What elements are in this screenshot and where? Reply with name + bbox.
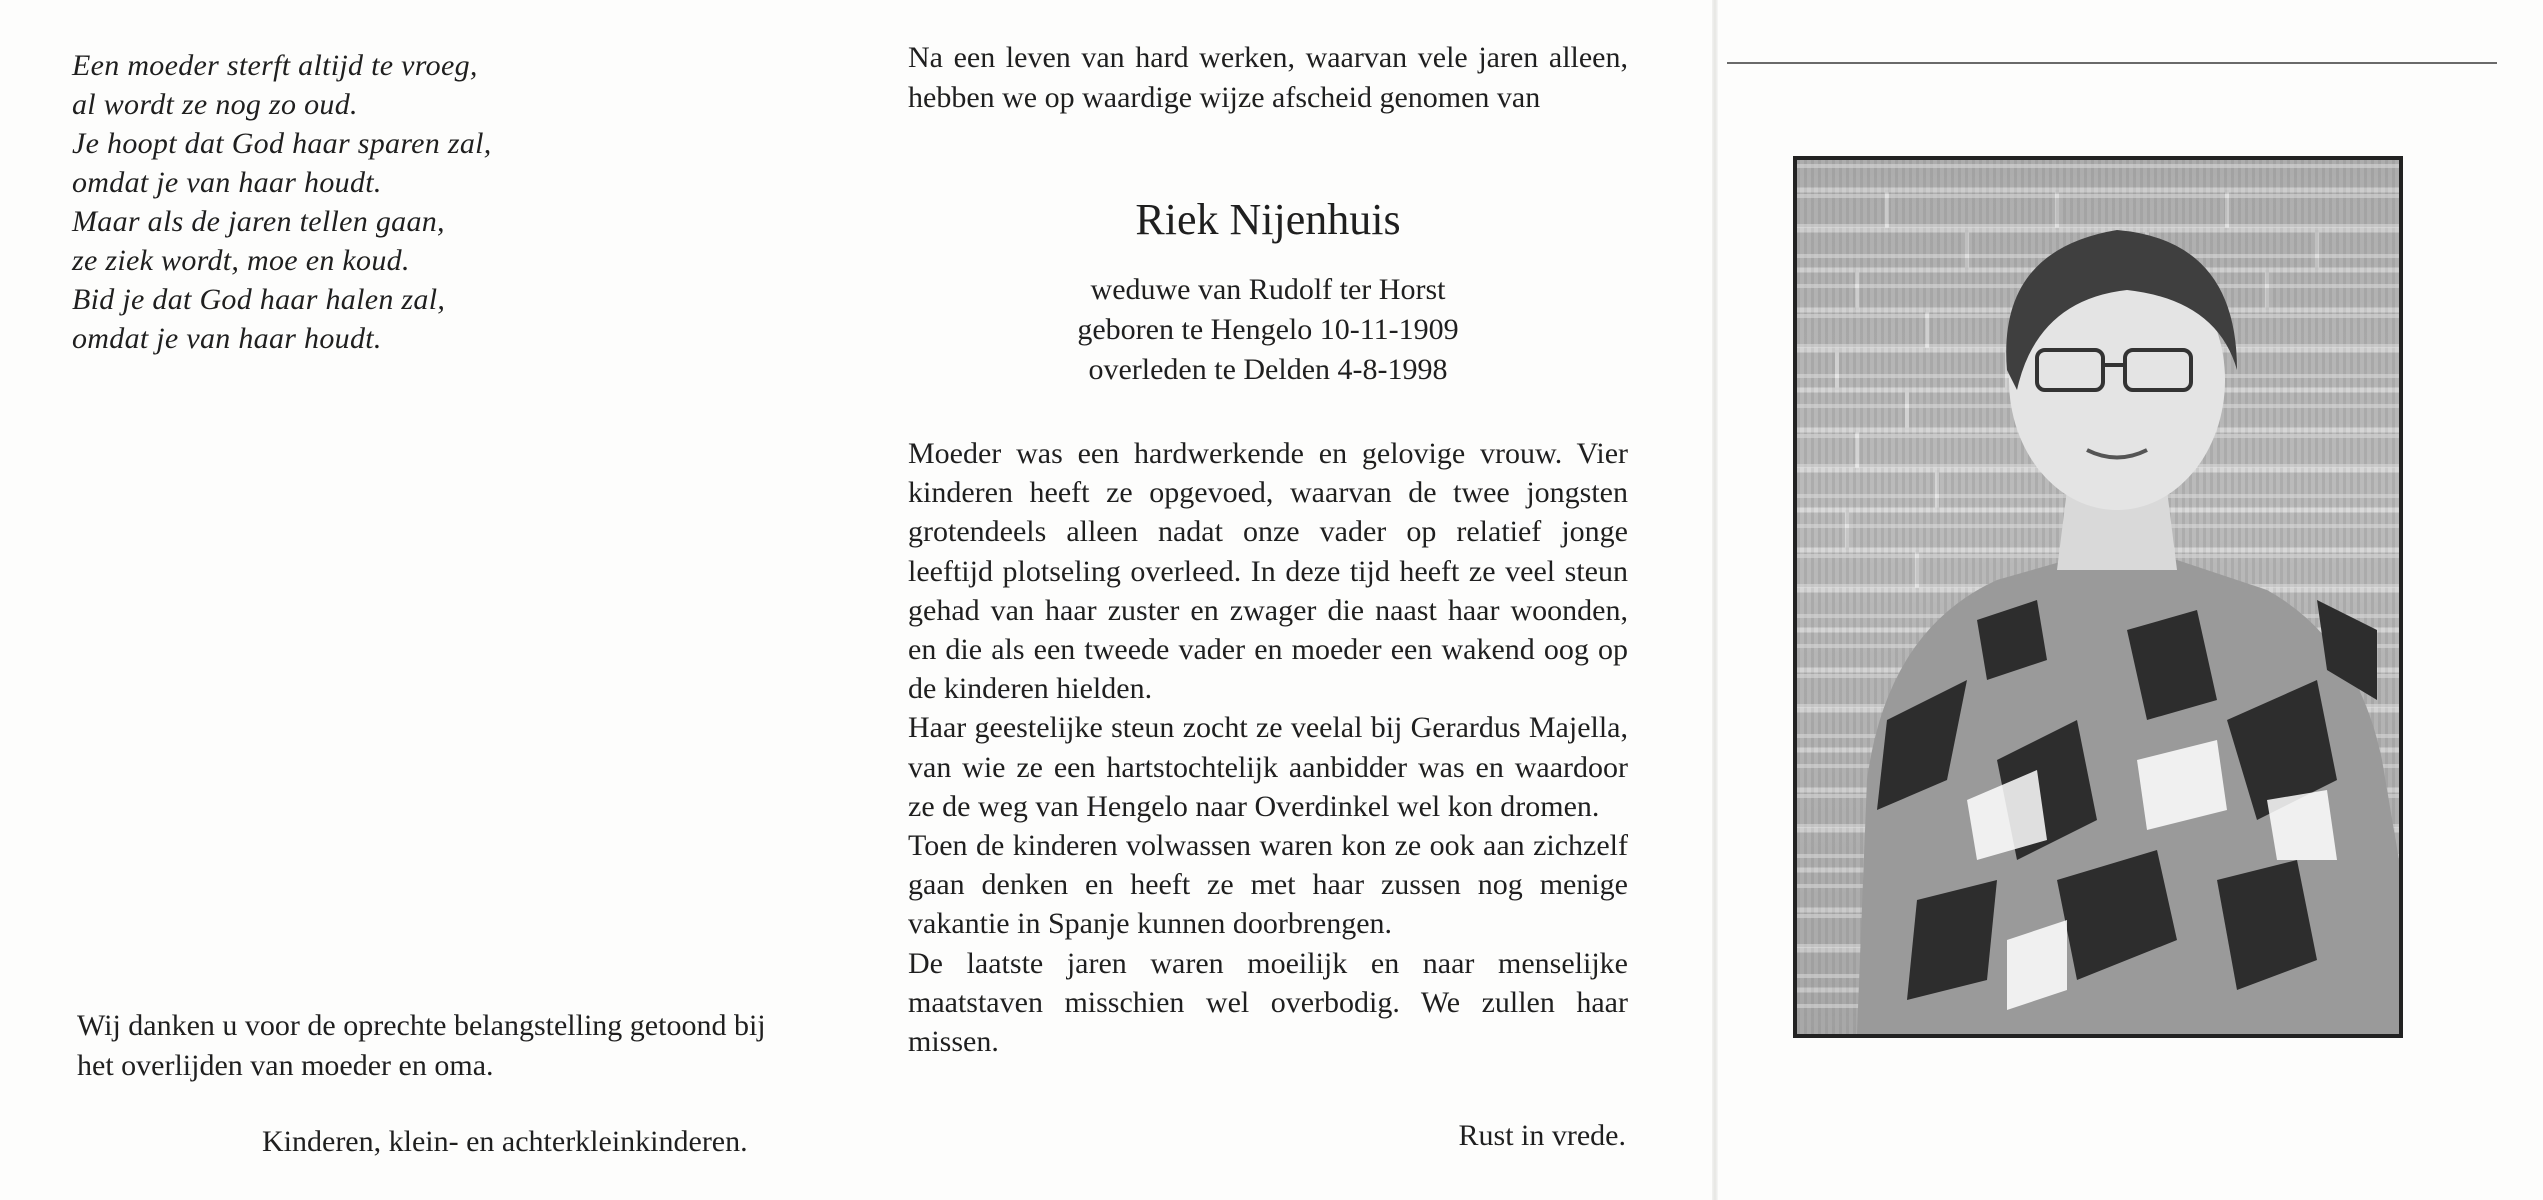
memorial-paragraph: Haar geestelijke steun zocht ze veelal bij Gerardus Majella, van wie ze een hartstochtelijk aanbidder was en waardoor ze de weg van Hengelo naar Overdinkel wel kon dromen.: [908, 711, 1628, 823]
memorial-paragraph: Moeder was een hardwerkende en gelovige vrouw. Vier kinderen heeft ze opgevoed, waarvan de twee jongsten grotendeels alleen nadat onze vader op relatief jonge leeftijd plotseling overleed. In deze tijd heeft ze veel steun gehad van haar zuster en zwager die naast haar woonden, en die als een tweede vader en moeder een wakend oog op de kinderen hielden.: [908, 437, 1628, 706]
poem-line: Een moeder sterft altijd te vroeg,: [72, 49, 478, 82]
portrait-photo: [1793, 156, 2403, 1038]
portrait-figure: [1797, 160, 2399, 1034]
poem-line: Je hoopt dat God haar sparen zal,: [72, 127, 492, 160]
detail-line: overleden te Delden 4-8-1998: [1088, 353, 1448, 386]
poem-line: al wordt ze nog zo oud.: [72, 88, 358, 121]
deceased-details: [908, 270, 1628, 390]
memorial-text: [908, 434, 1628, 1061]
top-rule: [1727, 62, 2497, 64]
poem: [72, 46, 592, 358]
detail-line: geboren te Hengelo 10-11-1909: [1077, 313, 1459, 346]
poem-line: omdat je van haar houdt.: [72, 322, 382, 355]
deceased-name: Riek Nijenhuis: [1135, 195, 1401, 244]
closing-text: Rust in vrede.: [1458, 1119, 1626, 1152]
thanks-signature: Kinderen, klein- en achterkleinkinderen.: [262, 1125, 748, 1158]
poem-line: Bid je dat God haar halen zal,: [72, 283, 446, 316]
memorial-paragraph: Toen de kinderen volwassen waren kon ze ook aan zichzelf gaan denken en heeft ze met haar zussen nog menige vakantie in Spanje kunnen doorbrengen.: [908, 829, 1628, 941]
intro-text: Na een leven van hard werken, waarvan vele jaren alleen, hebben we op waardige wijze afscheid genomen van: [908, 41, 1628, 114]
memorial-paragraph: De laatste jaren waren moeilijk en naar menselijke maatstaven misschien wel overbodig. We zullen haar missen.: [908, 946, 1628, 1059]
poem-line: omdat je van haar houdt.: [72, 166, 382, 199]
poem-line: Maar als de jaren tellen gaan,: [72, 205, 445, 238]
detail-line: weduwe van Rudolf ter Horst: [1090, 273, 1446, 306]
thanks-text: Wij danken u voor de oprechte belangstelling getoond bij het overlijden van moeder en oma.: [77, 1009, 766, 1082]
poem-line: ze ziek wordt, moe en koud.: [72, 244, 410, 277]
